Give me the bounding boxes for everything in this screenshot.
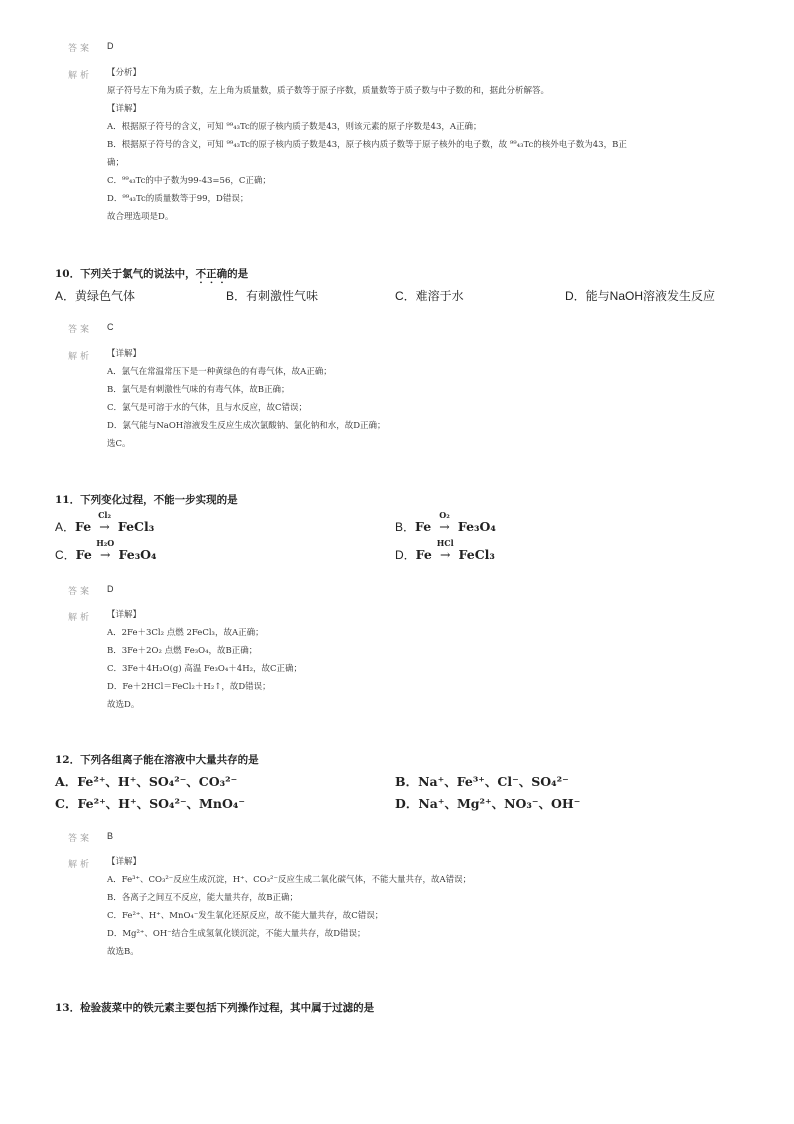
reaction-arrow-icon: H₂O → <box>96 538 115 562</box>
analysis-line: B．氯气是有刺激性气味的有毒气体，故B正确； <box>107 385 290 395</box>
analysis-line: D．⁹⁹₄₃Tc的质量数等于99，D错误； <box>107 194 249 204</box>
reaction-arrow-icon: HCl → <box>436 538 454 562</box>
analysis-line: C．Fe²⁺、H⁺、MnO₄⁻发生氧化还原反应，故不能大量共存，故C错误； <box>107 911 384 921</box>
answer-value: D <box>107 584 114 594</box>
analysis-line: 原子符号左下角为质子数，左上角为质量数，质子数等于原子序数，质量数等于质子数与中子数的和，据此分析解答。 <box>107 86 550 96</box>
answer-value: C <box>107 322 114 332</box>
option-d: D．Fe HCl → FeCl₃ <box>395 538 495 562</box>
option-c: C．Fe²⁺、H⁺、SO₄²⁻、MnO₄⁻ <box>55 796 245 811</box>
reaction-arrow-icon: Cl₂ → <box>98 510 111 534</box>
analysis-line: A．根据原子符号的含义，可知 ⁹⁹₄₃Tc的原子核内质子数是43，则该元素的原子序数是43，A正确； <box>107 122 482 132</box>
analysis-label: 解析 <box>68 612 93 622</box>
analysis-line: A．Fe³⁺、CO₃²⁻反应生成沉淀，H⁺、CO₃²⁻反应生成二氧化碳气体，不能大量共存，故A错误； <box>107 875 472 885</box>
answer-value: B <box>107 831 114 841</box>
analysis-line: 【分析】 <box>107 68 142 78</box>
option-b: B．有刺激性气味 <box>226 289 319 303</box>
analysis-line: 【详解】 <box>107 610 142 620</box>
answer-label: 答案 <box>68 586 93 596</box>
option-b: B．Fe O₂ → Fe₃O₄ <box>395 510 496 534</box>
question-title: 10．下列关于氯气的说法中，不正确的是 <box>55 268 249 280</box>
question-title: 12．下列各组离子能在溶液中大量共存的是 <box>55 754 259 766</box>
analysis-line: 故选D。 <box>107 700 140 710</box>
analysis-line: C．氯气是可溶于水的气体，且与水反应，故C错误； <box>107 403 308 413</box>
option-a: A．Fe²⁺、H⁺、SO₄²⁻、CO₃²⁻ <box>55 774 238 789</box>
analysis-label: 解析 <box>68 859 93 869</box>
analysis-label: 解析 <box>68 351 93 361</box>
analysis-line: 【详解】 <box>107 857 142 867</box>
option-c: C．Fe H₂O → Fe₃O₄ <box>55 538 157 562</box>
option-d: D．Na⁺、Mg²⁺、NO₃⁻、OH⁻ <box>395 796 581 811</box>
emphasis-text: 不正确 <box>195 268 228 280</box>
question-title: 13．检验菠菜中的铁元素主要包括下列操作过程，其中属于过滤的是 <box>55 1002 375 1014</box>
analysis-line: B．各离子之间互不反应，能大量共存，故B正确； <box>107 893 298 903</box>
option-a: A．Fe Cl₂ → FeCl₃ <box>55 510 155 534</box>
question-title: 11．下列变化过程，不能一步实现的是 <box>55 494 238 506</box>
analysis-line: 确； <box>107 158 125 168</box>
analysis-line: D．Mg²⁺、OH⁻结合生成氢氧化镁沉淀，不能大量共存，故D错误； <box>107 929 366 939</box>
answer-label: 答案 <box>68 324 93 334</box>
analysis-line: 选C。 <box>107 439 131 449</box>
analysis-line: B．3Fe＋2O₂ 点燃 Fe₃O₄，故B正确； <box>107 646 258 656</box>
option-c: C．难溶于水 <box>395 289 464 303</box>
analysis-line: C．3Fe＋4H₂O(g) 高温 Fe₃O₄＋4H₂，故C正确； <box>107 664 303 674</box>
reaction-arrow-icon: O₂ → <box>439 510 450 534</box>
option-d: D．能与NaOH溶液发生反应 <box>565 289 716 303</box>
analysis-line: A．氯气在常温常压下是一种黄绿色的有毒气体，故A正确； <box>107 367 332 377</box>
answer-value: D <box>107 41 114 51</box>
analysis-line: 故选B。 <box>107 947 139 957</box>
answer-label: 答案 <box>68 43 93 53</box>
option-a: A．黄绿色气体 <box>55 289 136 303</box>
analysis-line: 【详解】 <box>107 104 142 114</box>
analysis-line: A．2Fe＋3Cl₂ 点燃 2FeCl₃，故A正确； <box>107 628 264 638</box>
analysis-line: D．氯气能与NaOH溶液发生反应生成次氯酸钠、氯化钠和水，故D正确； <box>107 421 386 431</box>
analysis-line: 故合理选项是D。 <box>107 212 174 222</box>
analysis-line: C．⁹⁹₄₃Tc的中子数为99-43=56，C正确； <box>107 176 271 186</box>
analysis-line: D．Fe＋2HCl＝FeCl₂＋H₂↑，故D错误； <box>107 682 271 692</box>
answer-label: 答案 <box>68 833 93 843</box>
analysis-label: 解析 <box>68 70 93 80</box>
option-b: B．Na⁺、Fe³⁺、Cl⁻、SO₄²⁻ <box>395 774 569 789</box>
analysis-line: 【详解】 <box>107 349 142 359</box>
analysis-line: B．根据原子符号的含义，可知 ⁹⁹₄₃Tc的原子核内质子数是43，原子核内质子数等于原子核外的电子数，故 ⁹⁹₄₃Tc的核外电子数为43，B正 <box>107 140 627 150</box>
